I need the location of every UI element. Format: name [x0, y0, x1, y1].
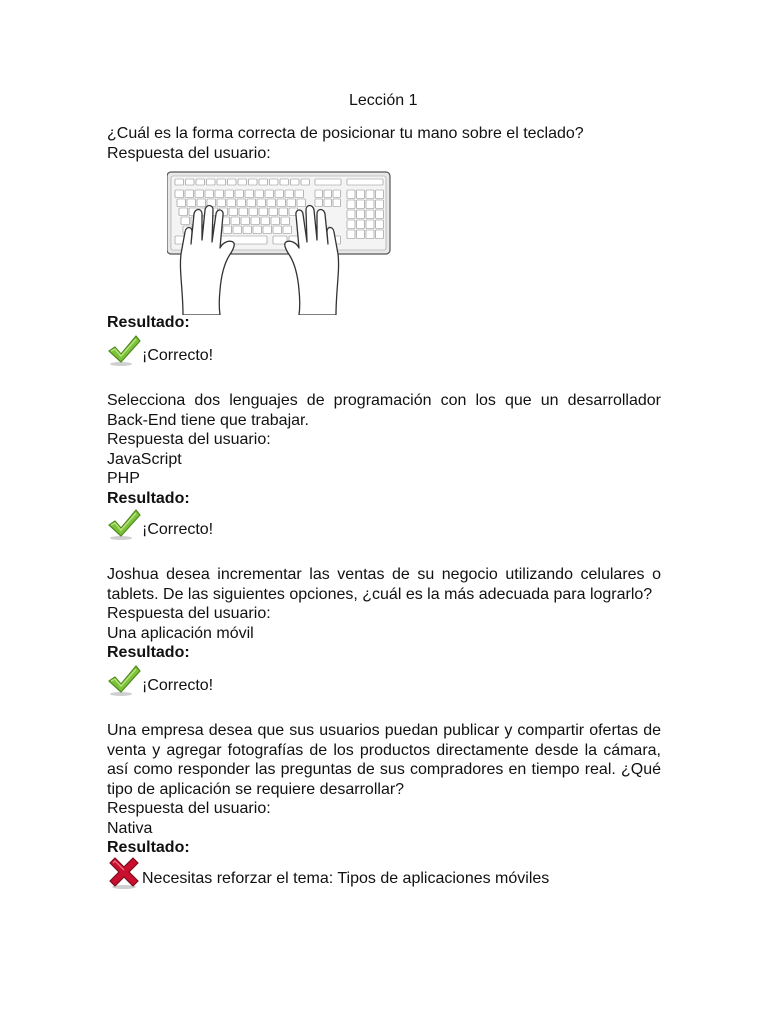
question-3 [107, 565, 661, 663]
result-label-1: Resultado: [107, 314, 190, 331]
user-answer-label: Respuesta del usuario: [107, 431, 271, 448]
question-4 [107, 721, 661, 858]
result-message: ¡Correcto! [142, 676, 214, 694]
result-message: ¡Correcto! [142, 520, 214, 538]
result-row-4 [107, 857, 661, 889]
result-message: Necesitas reforzar el tema: Tipos de aplicaciones móviles [142, 869, 550, 887]
question-2 [107, 391, 661, 508]
lesson-title: Lección 1 [349, 92, 418, 109]
answer-item: PHP [107, 470, 140, 487]
user-answer-label: Respuesta del usuario: [107, 800, 271, 817]
question-text: Joshua desea incrementar las ventas de su negocio utilizando celulares o tablets. De las siguientes opciones, ¿cuál es la más adecuada para lograrlo? [107, 566, 661, 603]
cross-icon [107, 857, 141, 889]
result-row-3 [107, 664, 661, 696]
question-1 [107, 124, 661, 163]
result-row-2 [107, 508, 661, 540]
checkmark-icon [107, 508, 141, 540]
result-message: ¡Correcto! [142, 346, 214, 364]
keyboard-hands-illustration [167, 170, 392, 315]
answer-item: Nativa [107, 819, 153, 837]
user-answer-label: Respuesta del usuario: [107, 605, 271, 622]
result-label: Resultado: [107, 839, 190, 856]
checkmark-icon [107, 664, 141, 696]
result-row-1 [107, 334, 661, 366]
result-label: Resultado: [107, 489, 190, 507]
question-text: Selecciona dos lenguajes de programación con los que un desarrollador Back-End tiene que trabajar. [107, 392, 661, 429]
question-text: ¿Cuál es la forma correcta de posicionar tu mano sobre el teclado? [107, 125, 584, 142]
checkmark-icon [107, 334, 141, 366]
user-answer-label: Respuesta del usuario: [107, 144, 271, 162]
result-label: Resultado: [107, 644, 190, 661]
answer-item: JavaScript [107, 450, 182, 468]
question-text: Una empresa desea que sus usuarios puedan publicar y compartir ofertas de venta y agregar fotografías de los productos directamente desde la cámara, así como responder las preguntas de sus compradores en tiempo real. ¿Qué tipo de aplicación se requiere desarrollar? [107, 722, 661, 798]
answer-item: Una aplicación móvil [107, 624, 254, 642]
